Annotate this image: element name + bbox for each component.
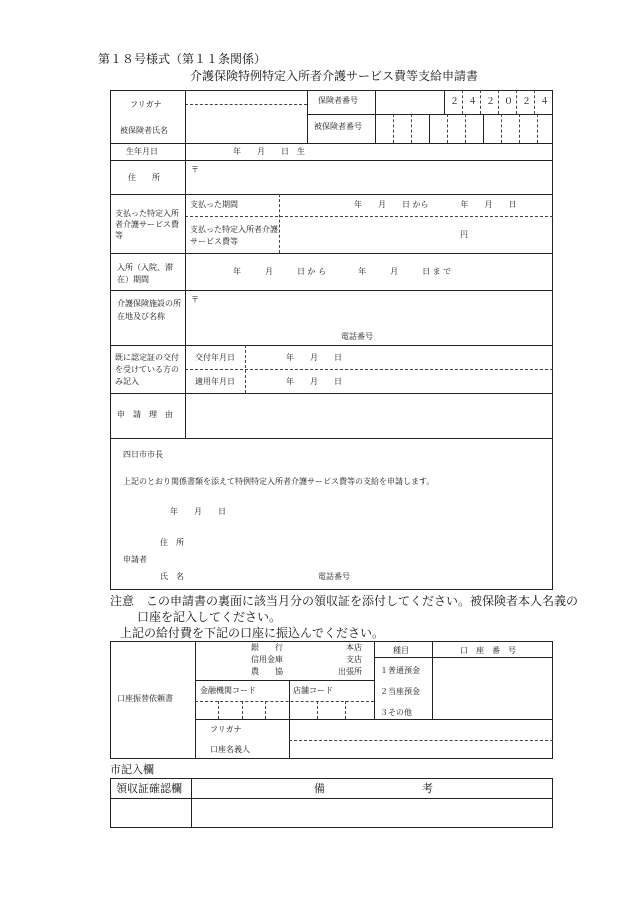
rule — [498, 90, 499, 114]
rule — [195, 641, 196, 759]
rule — [195, 701, 374, 702]
rule — [307, 114, 553, 115]
rule — [345, 701, 346, 719]
note-attach-receipt: 注意 この申請書の裏面に該当月分の領収証を添付してください。被保険者本人名義の — [110, 594, 579, 608]
mayor-address: 四日市市長 — [123, 450, 163, 459]
rule — [393, 114, 394, 143]
account-kind-3: ３その他 — [380, 708, 412, 717]
rule — [480, 90, 481, 114]
bank-type-credit: 信用金庫 — [251, 655, 283, 664]
rule — [265, 701, 266, 719]
account-kind-2: ２当座預金 — [380, 687, 420, 696]
apply-date-label: 適用年月日 — [195, 377, 235, 386]
application-statement: 上記のとおり関係書類を添えて特例特定入所者介護サービス費等の支給を申請します。 — [123, 477, 435, 486]
applicant-label: 申請者 — [123, 555, 147, 564]
rule — [110, 160, 553, 161]
rule — [195, 719, 553, 720]
rule — [483, 114, 484, 143]
insurer-digit: ２ — [486, 97, 496, 107]
paid-label: 支払った特定入所者介護サービス費等 — [115, 209, 179, 240]
rule — [185, 90, 186, 438]
store-code-label: 店舗コード — [293, 686, 333, 695]
furigana-dash — [185, 104, 307, 105]
issue-date-label: 交付年月日 — [195, 353, 235, 362]
institution-code-label: 金融機関コード — [200, 686, 256, 695]
rule — [375, 90, 376, 143]
facility-label: 介護保険施設の所在地及び名称 — [117, 299, 181, 321]
reason-label: 申 請 理 由 — [117, 410, 173, 419]
stay-label: 入所（入院、滞在）期間 — [117, 263, 173, 284]
rule — [374, 657, 553, 658]
rule — [317, 701, 318, 719]
rule — [195, 680, 374, 681]
rule — [110, 253, 553, 254]
rule — [110, 438, 553, 439]
remarks-label: 備 — [314, 782, 325, 795]
insurer-digit: ４ — [468, 97, 478, 107]
rule — [110, 194, 553, 195]
rule — [374, 641, 375, 719]
stay-value: 年 月 日 か ら 年 月 日 ま で — [233, 267, 452, 276]
rule — [289, 680, 290, 719]
furigana-label: フリガナ — [130, 100, 162, 109]
paid-dash — [185, 216, 553, 217]
remarks-label: 考 — [422, 782, 433, 795]
rule — [279, 194, 280, 253]
rule — [534, 90, 535, 114]
issue-date-value: 年 月 日 — [286, 353, 342, 362]
rule — [191, 778, 192, 828]
rule — [307, 90, 308, 143]
facility-phone-label: 電話番号 — [341, 332, 373, 341]
applicant-phone-label: 電話番号 — [318, 572, 350, 581]
applicant-name-label: 氏 名 — [160, 572, 184, 581]
rule — [289, 719, 290, 759]
address-label: 住 所 — [128, 173, 160, 182]
certified-label: 既に認定証の交付を受けている方のみ記入 — [115, 353, 179, 386]
postal-mark: 〒 — [191, 295, 199, 304]
city-section-title: 市記入欄 — [110, 763, 154, 776]
application-date: 年 月 日 — [170, 507, 226, 516]
birth-value: 年 月 日 生 — [233, 147, 305, 156]
rule — [465, 114, 466, 143]
rule — [432, 641, 433, 719]
insurer-digit: ２ — [450, 97, 460, 107]
insurer-digit: ４ — [540, 97, 550, 107]
rule — [218, 701, 219, 719]
paid-amount-label: 支払った特定入所者介護サービス費等 — [190, 225, 278, 246]
rule — [110, 393, 553, 394]
rule — [429, 114, 430, 143]
rule — [519, 114, 520, 143]
branch-type-office: 出張所 — [338, 667, 362, 676]
rule — [242, 701, 243, 719]
receipt-check-label: 領収証確認欄 — [116, 782, 182, 795]
rule — [444, 90, 445, 114]
branch-type-branch: 支店 — [346, 655, 362, 664]
account-kind-1: １普通預金 — [380, 666, 420, 675]
bank-type-bank: 銀 行 — [251, 643, 283, 652]
rule — [110, 345, 553, 346]
bank-transfer-label: 口座振替依頼書 — [117, 694, 173, 703]
rule — [501, 114, 502, 143]
account-number-label: 口 座 番 号 — [460, 646, 516, 655]
rule — [245, 345, 246, 393]
holder-furigana-label: フリガナ — [210, 725, 242, 734]
bank-type-agri: 農 協 — [251, 667, 283, 676]
rule — [537, 114, 538, 143]
rule — [447, 114, 448, 143]
rule — [110, 143, 553, 144]
rule — [411, 114, 412, 143]
paid-period-value: 年 月 日 から 年 月 日 — [354, 200, 517, 209]
account-kind-label: 種目 — [393, 646, 409, 655]
paid-period-label: 支払った期間 — [190, 200, 238, 209]
insurer-number-label: 保険者番号 — [318, 96, 358, 105]
apply-date-value: 年 月 日 — [286, 377, 342, 386]
branch-type-head: 本店 — [346, 643, 362, 652]
applicant-address-label: 住 所 — [160, 538, 184, 547]
form-number: 第１８号様式（第１１条関係） — [98, 52, 267, 66]
bank-transfer-form — [110, 641, 553, 759]
insurer-digit: ２ — [522, 97, 532, 107]
birth-label: 生年月日 — [126, 147, 158, 156]
yen-mark: 円 — [460, 230, 468, 239]
note-account-holder: 口座を記入してください。 — [137, 610, 282, 624]
rule — [462, 90, 463, 114]
rule — [289, 740, 553, 741]
insured-number-label: 被保険者番号 — [314, 122, 362, 131]
rule — [110, 798, 553, 799]
rule — [110, 290, 553, 291]
postal-mark: 〒 — [191, 165, 199, 174]
cert-dash — [185, 369, 553, 370]
insurer-digit: ０ — [504, 97, 514, 107]
account-holder-label: 口座名義人 — [210, 745, 250, 754]
insured-name-label: 被保険者氏名 — [120, 126, 168, 135]
note-transfer: 上記の給付費を下記の口座に振込んでください。 — [120, 626, 385, 640]
rule — [516, 90, 517, 114]
page-title: 介護保険特例特定入所者介護サービス費等支給申請書 — [190, 69, 479, 83]
